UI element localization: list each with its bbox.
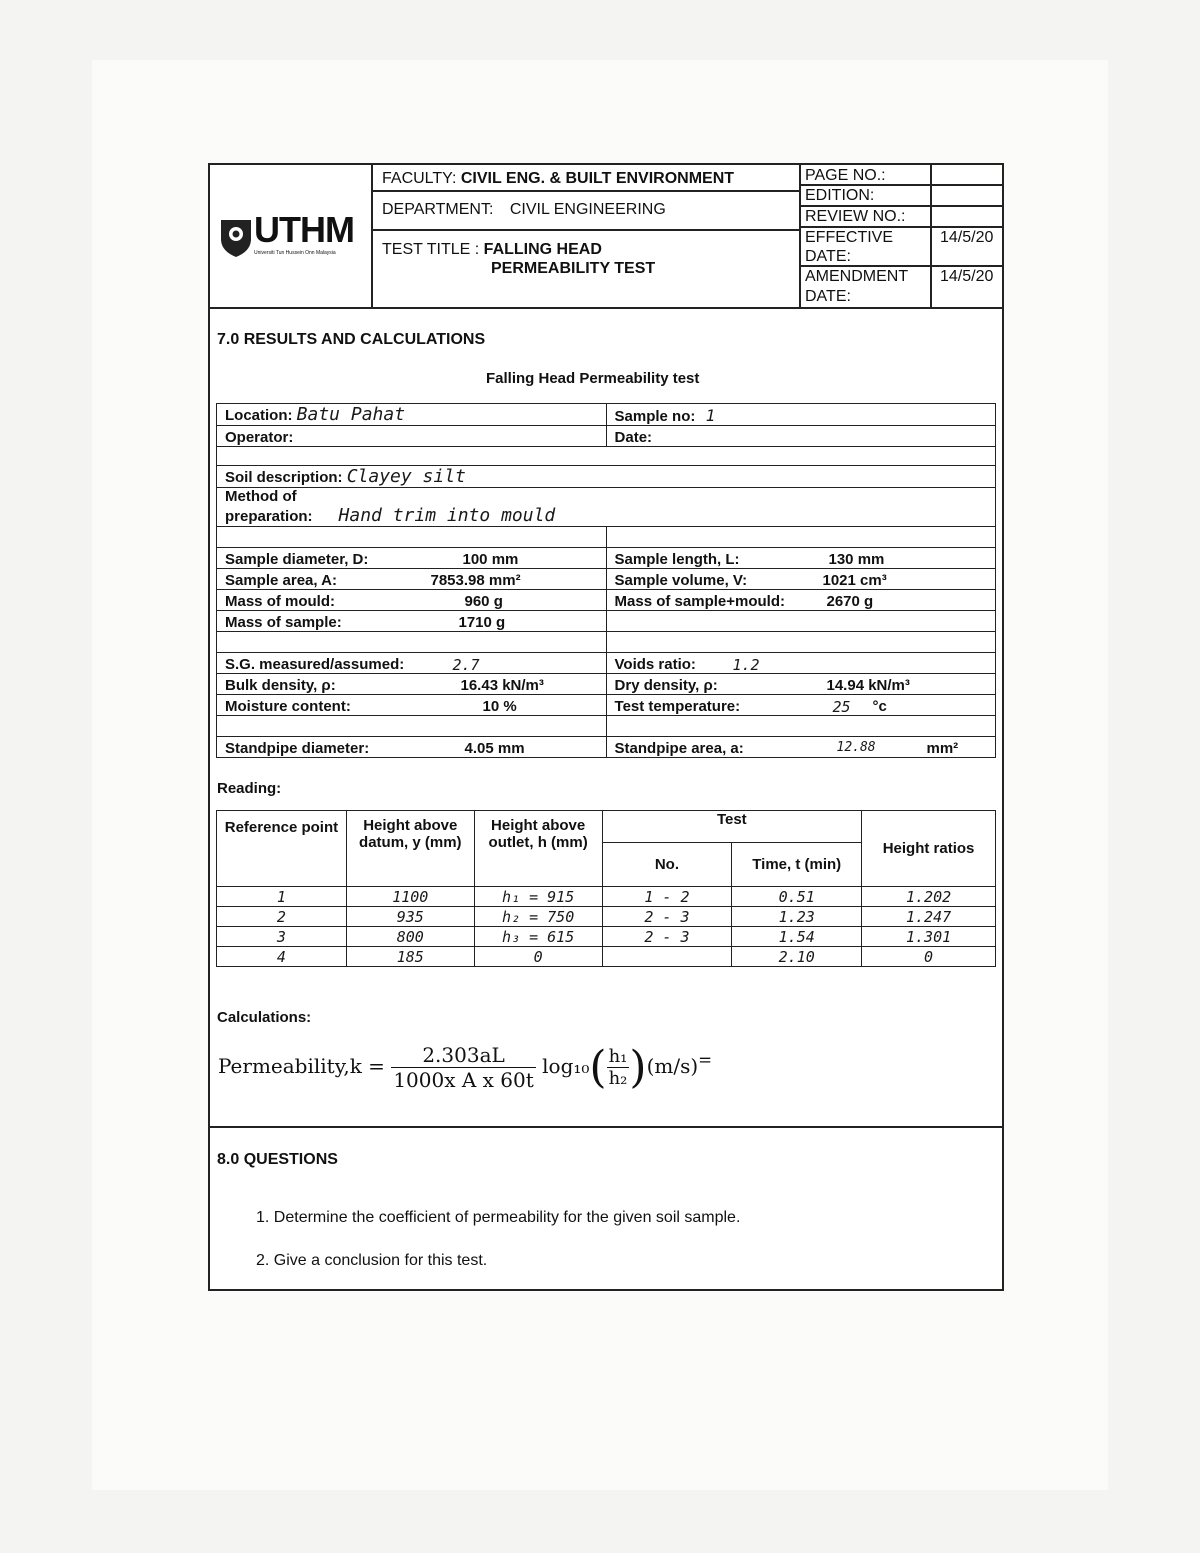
- temp-value: 25: [832, 698, 851, 716]
- no-cell: 1 - 2: [602, 887, 732, 907]
- col-outlet-header: Height above outlet, h (mm): [474, 811, 602, 887]
- formula-h2: h₂: [608, 1068, 628, 1089]
- table-row: [217, 907, 996, 927]
- page-no-label: PAGE NO.:: [805, 167, 886, 184]
- datum-cell: 800: [346, 927, 474, 947]
- volume-cell: [606, 569, 995, 590]
- length-label: Sample length, L:: [614, 551, 740, 568]
- sg-value: 2.7: [452, 656, 480, 674]
- ratio-cell: 1.247: [862, 907, 996, 927]
- sample-no-value: 1: [705, 406, 716, 425]
- formula-h1: h₁: [608, 1046, 628, 1067]
- col-time-header: Time, t (min): [732, 843, 862, 887]
- datum-cell: 935: [346, 907, 474, 927]
- formula-denominator: 1000x A x 60t: [393, 1068, 534, 1092]
- moisture-value: 10 %: [482, 698, 517, 715]
- shield-icon: [218, 217, 254, 259]
- formula-numerator: 2.303aL: [391, 1043, 535, 1068]
- location-label: Location:: [225, 407, 293, 424]
- amendment-value: 14/5/20: [940, 268, 994, 285]
- ref-cell: 4: [217, 947, 347, 967]
- date-label: Date:: [606, 426, 995, 447]
- datum-cell: 185: [346, 947, 474, 967]
- formula-h-ratio: [607, 1046, 630, 1089]
- ratio-cell: 0: [862, 947, 996, 967]
- no-cell: 2 - 3: [602, 907, 732, 927]
- formula-equals: =: [698, 1050, 713, 1070]
- header-row-line: [371, 229, 801, 231]
- sample-mould-value: 2670 g: [826, 593, 874, 610]
- ratio-cell: 1.301: [862, 927, 996, 947]
- standpipe-a-cell: [606, 737, 995, 758]
- header-row-line: [799, 226, 1004, 228]
- dry-cell: [606, 674, 995, 695]
- method-label-2: preparation:: [225, 508, 313, 525]
- voids-cell: [606, 653, 995, 674]
- voids-label: Voids ratio:: [614, 656, 696, 673]
- area-cell: [217, 569, 607, 590]
- sample-info-table: [216, 403, 996, 758]
- sample-mass-label: Mass of sample:: [225, 614, 342, 631]
- outlet-cell: h₁ = 915: [474, 887, 602, 907]
- test-title-line2: PERMEABILITY TEST: [491, 260, 656, 277]
- header-divider: [371, 163, 373, 308]
- diameter-value: 100 mm: [462, 551, 519, 568]
- formula-lhs: Permeability,k =: [218, 1054, 385, 1078]
- effective-value: 14/5/20: [940, 229, 994, 246]
- sample-mould-label: Mass of sample+mould:: [614, 593, 785, 610]
- section-divider: [208, 1126, 1004, 1128]
- department-label: DEPARTMENT:: [382, 201, 494, 218]
- area-value: 7853.98 mm²: [430, 572, 521, 589]
- department-value: CIVIL ENGINEERING: [509, 201, 666, 218]
- moisture-label: Moisture content:: [225, 698, 351, 715]
- outlet-cell: h₂ = 750: [474, 907, 602, 927]
- calculations-heading: Calculations:: [217, 1009, 312, 1026]
- soil-desc-label: Soil description:: [225, 469, 343, 486]
- test-title-line1: FALLING HEAD: [483, 241, 602, 258]
- formula-log: log₁₀: [542, 1054, 590, 1078]
- method-value: Hand trim into mould: [338, 505, 556, 526]
- reading-table: [216, 810, 996, 967]
- no-cell: 2 - 3: [602, 927, 732, 947]
- sample-mass-cell: [217, 611, 607, 632]
- section8-heading: 8.0 QUESTIONS: [217, 1151, 338, 1168]
- length-cell: [606, 548, 995, 569]
- logo-text: UTHM: [254, 209, 354, 250]
- time-cell: 0.51: [732, 887, 862, 907]
- mould-label: Mass of mould:: [225, 593, 336, 610]
- effective-label: EFFECTIVE: [805, 229, 894, 246]
- question-1: 1. Determine the coefficient of permeability for the given soil sample.: [256, 1209, 741, 1226]
- col-datum-header: Height above datum, y (mm): [346, 811, 474, 887]
- operator-label: Operator:: [217, 426, 607, 447]
- temp-label: Test temperature:: [614, 698, 741, 715]
- soil-desc-cell: [217, 466, 996, 488]
- outlet-cell: 0: [474, 947, 602, 967]
- ref-cell: 1: [217, 887, 347, 907]
- col-no-header: No.: [602, 843, 732, 887]
- permeability-formula: Permeability,k = $\frac{2.303aL}{\text{1000x A x 60t}}$ log₁₀( $\frac{\text{h₁}}{\text{h₂}}$ )(m/s)=: [218, 1042, 713, 1093]
- table-row: [217, 927, 996, 947]
- area-label: Sample area, A:: [225, 572, 337, 589]
- mould-cell: [217, 590, 607, 611]
- time-cell: 1.54: [732, 927, 862, 947]
- table-row: [217, 887, 996, 907]
- header-row-line: [371, 190, 801, 192]
- standpipe-d-cell: [217, 737, 607, 758]
- bulk-value: 16.43 kN/m³: [460, 677, 544, 694]
- volume-value: 1021 cm³: [822, 572, 887, 589]
- table-row: [217, 947, 996, 967]
- review-no-label: REVIEW NO.:: [805, 208, 906, 225]
- edition-label: EDITION:: [805, 187, 875, 204]
- reading-heading: Reading:: [217, 780, 282, 797]
- diameter-label: Sample diameter, D:: [225, 551, 369, 568]
- formula-fraction: [391, 1043, 535, 1092]
- sample-mass-value: 1710 g: [458, 614, 506, 631]
- section7-heading: 7.0 RESULTS AND CALCULATIONS: [217, 331, 486, 348]
- faculty-value: CIVIL ENG. & BUILT ENVIRONMENT: [460, 170, 735, 187]
- standpipe-d-value: 4.05 mm: [464, 740, 525, 757]
- length-value: 130 mm: [828, 551, 885, 568]
- standpipe-a-value: 12.88: [836, 740, 876, 755]
- volume-label: Sample volume, V:: [614, 572, 748, 589]
- logo-subtext: Universiti Tun Hussein Onn Malaysia: [254, 250, 336, 256]
- bulk-cell: [217, 674, 607, 695]
- col-test-header: Test: [602, 811, 862, 843]
- spacer-row: [217, 447, 996, 466]
- location-cell: [217, 404, 607, 426]
- faculty-label: FACULTY:: [382, 170, 457, 187]
- sample-no-label: Sample no:: [614, 408, 696, 425]
- amendment-date-label: DATE:: [805, 288, 851, 305]
- soil-desc-value: Clayey silt: [346, 466, 466, 487]
- standpipe-a-label: Standpipe area, a:: [614, 740, 744, 757]
- col-ratio-header: Height ratios: [862, 811, 996, 887]
- dry-value: 14.94 kN/m³: [826, 677, 910, 694]
- ratio-cell: 1.202: [862, 887, 996, 907]
- ref-cell: 2: [217, 907, 347, 927]
- diameter-cell: [217, 548, 607, 569]
- effective-date-label: DATE:: [805, 248, 851, 265]
- outlet-cell: h₃ = 615: [474, 927, 602, 947]
- ref-cell: 3: [217, 927, 347, 947]
- section7-subtitle: Falling Head Permeability test: [486, 370, 700, 387]
- no-cell: [602, 947, 732, 967]
- temp-unit: °c: [872, 698, 887, 715]
- datum-cell: 1100: [346, 887, 474, 907]
- question-2: 2. Give a conclusion for this test.: [256, 1252, 488, 1269]
- method-cell: [217, 488, 996, 527]
- col-ref-header: Reference point: [217, 811, 347, 887]
- time-cell: 1.23: [732, 907, 862, 927]
- voids-value: 1.2: [732, 656, 760, 674]
- time-cell: 2.10: [732, 947, 862, 967]
- uthm-logo: [218, 209, 358, 261]
- moisture-cell: [217, 695, 607, 716]
- bulk-label: Bulk density, ρ:: [225, 677, 336, 694]
- mould-value: 960 g: [464, 593, 503, 610]
- method-label: Method of: [225, 488, 297, 505]
- sg-cell: [217, 653, 607, 674]
- test-title-label: TEST TITLE :: [382, 241, 480, 258]
- temp-cell: [606, 695, 995, 716]
- amendment-label: AMENDMENT: [805, 268, 909, 285]
- formula-units: (m/s): [646, 1054, 699, 1078]
- standpipe-a-unit: mm²: [926, 740, 959, 757]
- sample-no-cell: [606, 404, 995, 426]
- sg-label: S.G. measured/assumed:: [225, 656, 405, 673]
- header-bottom-line: [208, 307, 1004, 309]
- sample-mould-cell: [606, 590, 995, 611]
- dry-label: Dry density, ρ:: [614, 677, 718, 694]
- standpipe-d-label: Standpipe diameter:: [225, 740, 370, 757]
- header-row-line: [799, 205, 1004, 207]
- location-value: Batu Pahat: [296, 404, 406, 425]
